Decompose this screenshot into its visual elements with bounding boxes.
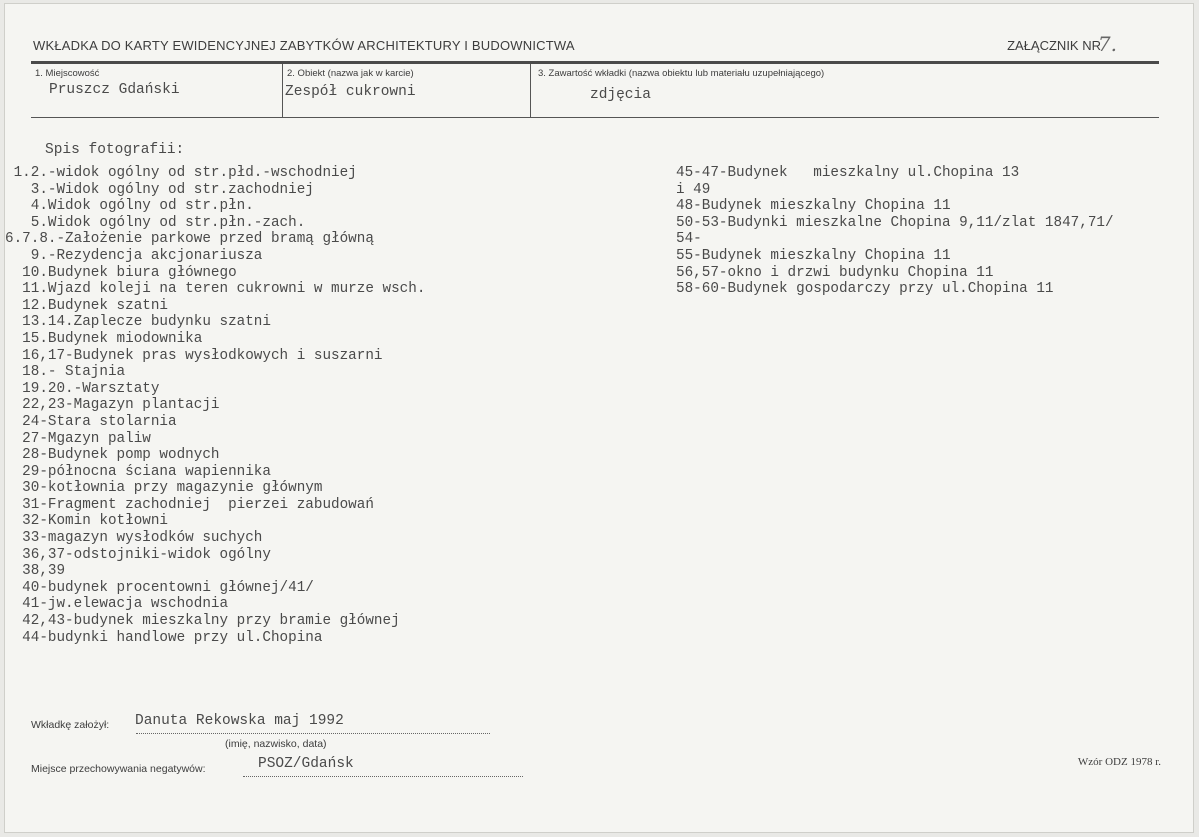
created-by-label: Wkładkę założył:: [31, 719, 110, 731]
list-item: 38,39: [5, 563, 66, 580]
annex-number: 7.: [1097, 32, 1117, 56]
list-item: 54-: [676, 231, 702, 248]
field-contents-label: 3. Zawartość wkładki (nazwa obiektu lub materiału uzupełniającego): [538, 68, 825, 79]
list-item: 18.- Stajnia: [5, 364, 126, 381]
list-item: 58-60-Budynek gospodarczy przy ul.Chopina 11: [676, 281, 1054, 298]
photo-list-heading: Spis fotografii:: [45, 142, 185, 158]
created-by-value: Danuta Rekowska maj 1992: [135, 713, 344, 729]
form-model: Wzór ODZ 1978 r.: [1077, 756, 1161, 768]
list-item: 22,23-Magazyn plantacji: [5, 397, 220, 414]
fields-bottom-rule: [31, 117, 1159, 118]
photo-list-right: [676, 165, 1114, 298]
list-item: 48-Budynek mieszkalny Chopina 11: [676, 198, 951, 215]
storage-value: PSOZ/Gdańsk: [258, 756, 354, 772]
field-locality-label: 1. Miejscowość: [35, 68, 100, 79]
field-locality-value: Pruszcz Gdański: [49, 82, 180, 98]
list-item: 44-budynki handlowe przy ul.Chopina: [5, 629, 323, 646]
list-item: 41-jw.elewacja wschodnia: [5, 596, 229, 613]
list-item: i 49: [676, 181, 711, 198]
list-item: 1.2.-widok ogólny od str.płd.-wschodniej: [5, 165, 357, 181]
list-item: 33-magazyn wysłodków suchych: [5, 530, 263, 547]
list-item: 45-47-Budynek mieszkalny ul.Chopina 13: [676, 165, 1020, 181]
storage-line: [243, 776, 523, 777]
header-rule: [31, 61, 1159, 64]
list-item: 15.Budynek miodownika: [5, 330, 203, 347]
list-item: 40-budynek procentowni głównej/41/: [5, 579, 314, 596]
card-title: WKŁADKA DO KARTY EWIDENCYJNEJ ZABYTKÓW ARCHITEKTURY I BUDOWNICTWA: [33, 38, 575, 53]
created-by-sublabel: (imię, nazwisko, data): [225, 738, 327, 750]
list-item: 55-Budynek mieszkalny Chopina 11: [676, 247, 951, 264]
created-by-line: [136, 733, 490, 734]
list-item: 16,17-Budynek pras wysłodkowych i suszarni: [5, 347, 383, 364]
list-item: 28-Budynek pomp wodnych: [5, 447, 220, 464]
annex-label: ZAŁĄCZNIK NR: [1007, 38, 1101, 53]
list-item: 12.Budynek szatni: [5, 297, 169, 314]
list-item: 3.-Widok ogólny od str.zachodniej: [5, 181, 314, 198]
list-item: 4.Widok ogólny od str.płn.: [5, 198, 254, 215]
field-object-label: 2. Obiekt (nazwa jak w karcie): [287, 68, 414, 79]
storage-label: Miejsce przechowywania negatywów:: [31, 763, 206, 775]
list-item: 32-Komin kotłowni: [5, 513, 169, 530]
field-object-value: Zespół cukrowni: [285, 84, 416, 100]
field-divider: [282, 64, 283, 118]
list-item: 31-Fragment zachodniej pierzei zabudowań: [5, 496, 374, 513]
field-divider: [530, 64, 531, 118]
inventory-card-insert: [4, 3, 1194, 833]
list-item: 56,57-okno i drzwi budynku Chopina 11: [676, 264, 994, 281]
list-item: 11.Wjazd koleji na teren cukrowni w murze wsch.: [5, 281, 426, 298]
list-item: 50-53-Budynki mieszkalne Chopina 9,11/zlat 1847,71/: [676, 214, 1114, 231]
list-item: 19.20.-Warsztaty: [5, 380, 160, 397]
list-item: 36,37-odstojniki-widok ogólny: [5, 546, 271, 563]
field-contents-value: zdjęcia: [590, 87, 651, 103]
list-item: 13.14.Zaplecze budynku szatni: [5, 314, 271, 331]
list-item: 27-Mgazyn paliw: [5, 430, 151, 447]
photo-list-left: [5, 165, 425, 646]
list-item: 30-kotłownia przy magazynie głównym: [5, 480, 323, 497]
list-item: 24-Stara stolarnia: [5, 413, 177, 430]
list-item: 42,43-budynek mieszkalny przy bramie głównej: [5, 613, 400, 630]
list-item: 5.Widok ogólny od str.płn.-zach.: [5, 214, 306, 231]
list-item: 9.-Rezydencja akcjonariusza: [5, 247, 263, 264]
list-item: 10.Budynek biura głównego: [5, 264, 237, 281]
list-item: 29-północna ściana wapiennika: [5, 463, 271, 480]
list-item: 6.7.8.-Założenie parkowe przed bramą główną: [5, 231, 374, 248]
